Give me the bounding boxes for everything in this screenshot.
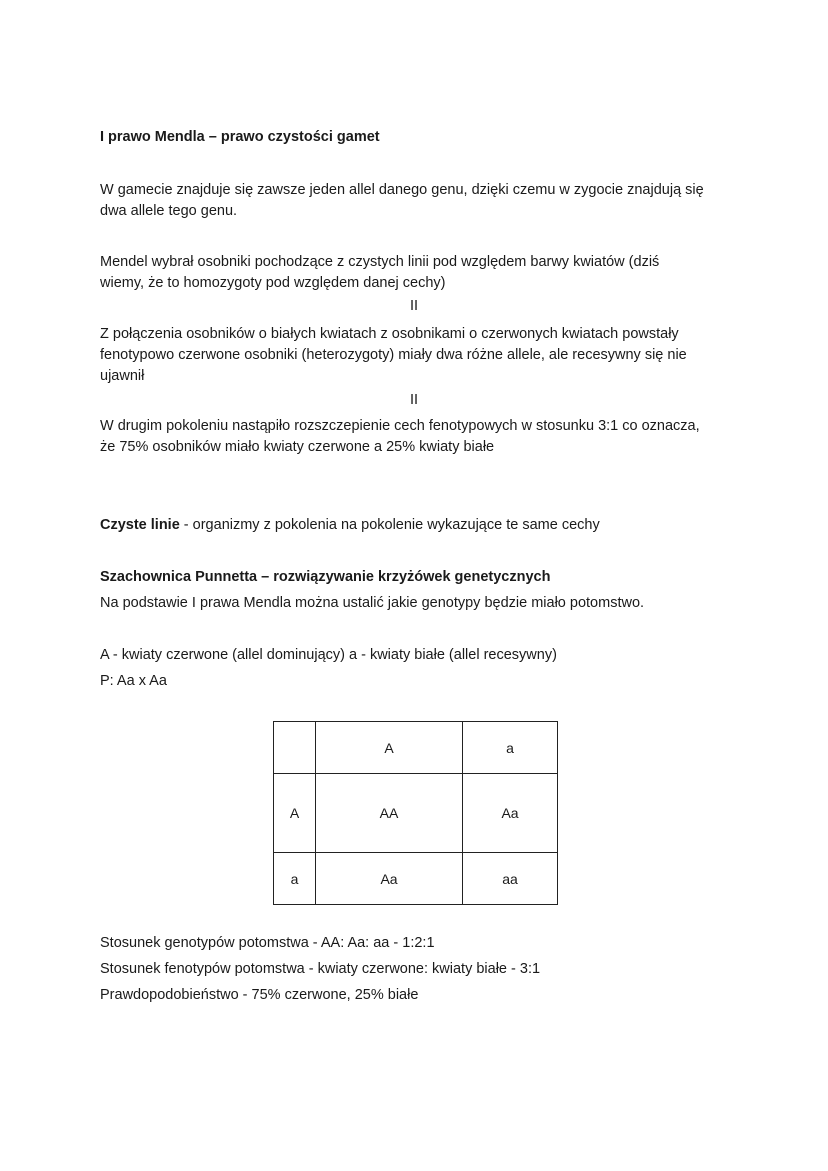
table-header-cell: A: [316, 722, 463, 774]
table-cell: Aa: [316, 853, 463, 905]
table-cell: AA: [316, 774, 463, 853]
table-header-row: [274, 722, 558, 774]
alleles-line: A - kwiaty czerwone (allel dominujący) a - kwiaty białe (allel recesywny): [100, 647, 557, 663]
table-corner-cell: [274, 722, 316, 774]
punnett-heading: Szachownica Punnetta – rozwiązywanie krzyżówek genetycznych: [100, 569, 551, 585]
genotype-ratio: Stosunek genotypów potomstwa - AA: Aa: aa - 1:2:1: [100, 935, 435, 951]
separator-1: II: [409, 298, 419, 314]
table-cell: Aa: [463, 774, 558, 853]
separator-2: II: [409, 392, 419, 408]
table-row: [274, 853, 558, 905]
para3-line-1: W drugim pokoleniu nastąpiło rozszczepienie cech fenotypowych w stosunku 3:1 co oznacza,: [100, 418, 700, 434]
pure-lines-term: Czyste linie: [100, 517, 180, 533]
page-heading: I prawo Mendla – prawo czystości gamet: [100, 129, 380, 145]
intro-line-2: dwa allele tego genu.: [100, 203, 238, 219]
table-row-header-cell: a: [274, 853, 316, 905]
punnett-intro: Na podstawie I prawa Mendla można ustalić jakie genotypy będzie miało potomstwo.: [100, 595, 645, 611]
para2-line-1: Z połączenia osobników o białych kwiatach z osobnikami o czerwonych kwiatach powstały: [100, 326, 679, 342]
table-header-cell: a: [463, 722, 558, 774]
intro-line-1: W gamecie znajduje się zawsze jeden allel danego genu, dzięki czemu w zygocie znajdują się: [100, 182, 704, 198]
para2-line-2: fenotypowo czerwone osobniki (heterozygoty) miały dwa różne allele, ale recesywny się nie: [100, 347, 687, 363]
probability: Prawdopodobieństwo - 75% czerwone, 25% białe: [100, 987, 419, 1003]
phenotype-ratio: Stosunek fenotypów potomstwa - kwiaty czerwone: kwiaty białe - 3:1: [100, 961, 541, 977]
pure-lines-definition: [100, 515, 600, 535]
para3-line-2: że 75% osobników miało kwiaty czerwone a 25% kwiaty białe: [100, 439, 495, 455]
table-row-header-cell: A: [274, 774, 316, 853]
para2-line-3: ujawnił: [100, 368, 145, 384]
para1-line-2: wiemy, że to homozygoty pod względem danej cechy): [100, 275, 446, 291]
para1-line-1: Mendel wybrał osobniki pochodzące z czystych linii pod względem barwy kwiatów (dziś: [100, 254, 660, 270]
pure-lines-text: - organizmy z pokolenia na pokolenie wykazujące te same cechy: [179, 517, 600, 533]
table-row: [274, 774, 558, 853]
punnett-square: [273, 721, 558, 905]
table-cell: aa: [463, 853, 558, 905]
parents-line: P: Aa x Aa: [100, 673, 167, 689]
